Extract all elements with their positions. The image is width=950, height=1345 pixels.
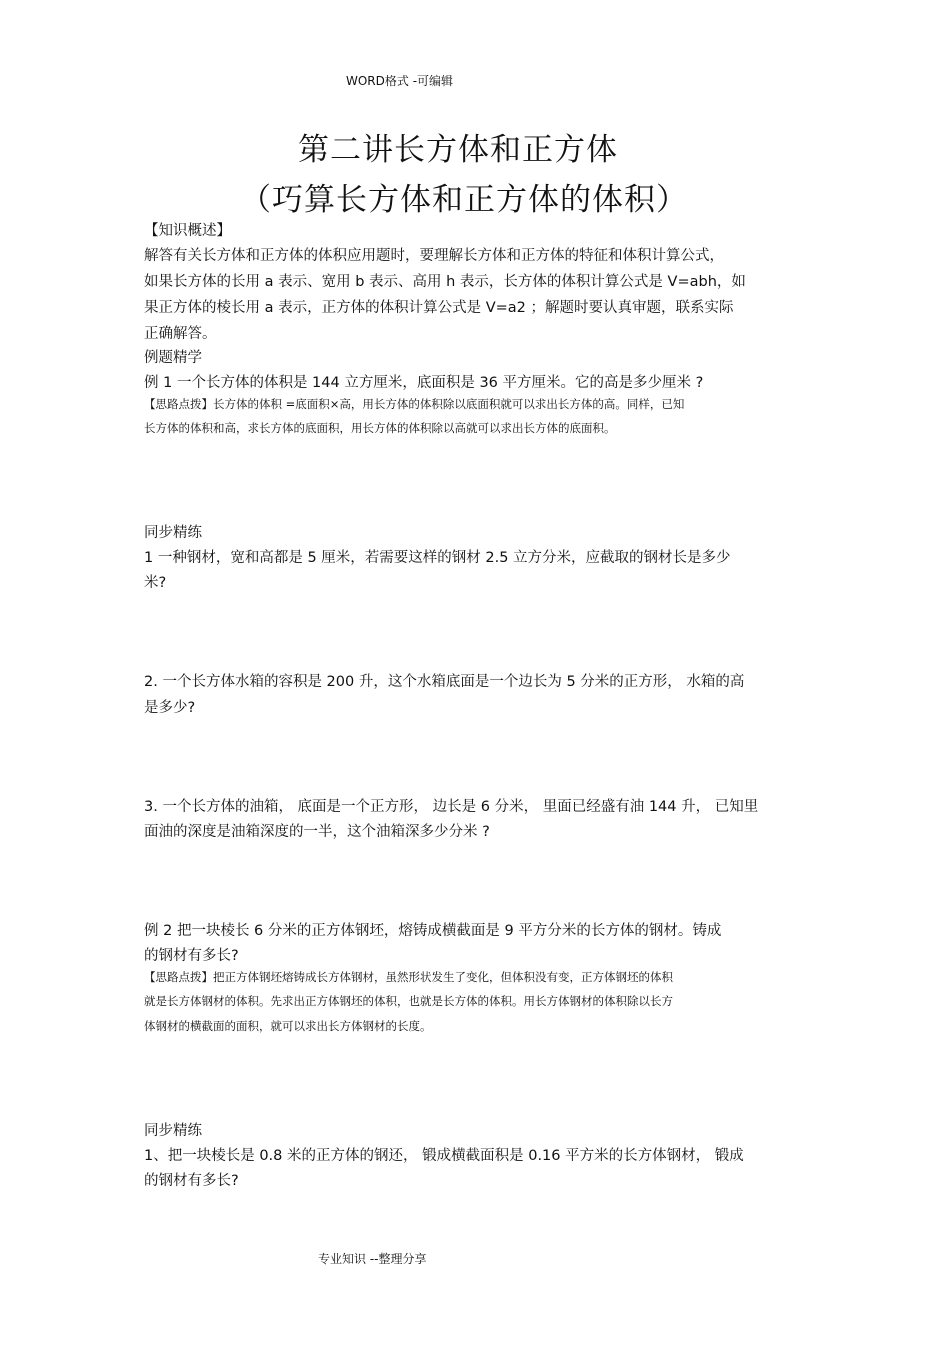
examples-heading: 例题精学: [144, 350, 202, 366]
practice1-heading: 同步精练: [144, 525, 202, 541]
example2-hint: 就是长方体钢材的体积。先求出正方体钢坯的体积，也就是长方体的体积。用长方体钢材的体积除以长方: [144, 994, 673, 1008]
page-header: WORD格式 -可编辑: [346, 74, 454, 88]
page-title: 第二讲长方体和正方体: [298, 132, 618, 168]
page-subtitle: （巧算长方体和正方体的体积）: [240, 182, 688, 218]
overview-line: 正确解答。: [144, 326, 217, 342]
practice1-q2: 2. 一个长方体水箱的容积是 200 升，这个水箱底面是一个边长为 5 分米的正方形， 水箱的高: [144, 674, 745, 690]
overview-heading: 【知识概述】: [144, 223, 231, 239]
overview-line: 果正方体的棱长用 a 表示，正方体的体积计算公式是 V=a2 ；解题时要认真审题，联系实际: [144, 300, 734, 316]
practice1-q3: 3. 一个长方体的油箱， 底面是一个正方形， 边长是 6 分米， 里面已经盛有油 144 升， 已知里: [144, 799, 759, 815]
page-footer: 专业知识 --整理分享: [318, 1252, 427, 1266]
example2-hint: 【思路点拨】把正方体钢坯熔铸成长方体钢材，虽然形状发生了变化，但体积没有变，正方体钢坯的体积: [144, 970, 673, 984]
practice1-q2: 是多少?: [144, 700, 196, 716]
example2-hint: 体钢材的横截面的面积，就可以求出长方体钢材的长度。: [144, 1019, 432, 1033]
practice1-q1: 1 一种钢材，宽和高都是 5 厘米，若需要这样的钢材 2.5 立方分米，应截取的钢材长是多少: [144, 550, 731, 566]
practice2-heading: 同步精练: [144, 1123, 202, 1139]
practice1-q3: 面油的深度是油箱深度的一半，这个油箱深多少分米 ?: [144, 824, 490, 840]
example2-question: 例 2 把一块棱长 6 分米的正方体钢坯，熔铸成横截面是 9 平方分米的长方体的钢材。铸成: [144, 923, 722, 939]
example1-hint: 长方体的体积和高，求长方体的底面积，用长方体的体积除以高就可以求出长方体的底面积。: [144, 421, 616, 435]
practice1-q1: 米?: [144, 575, 167, 591]
example2-question: 的钢材有多长?: [144, 948, 239, 964]
overview-line: 解答有关长方体和正方体的体积应用题时，要理解长方体和正方体的特征和体积计算公式，: [144, 248, 724, 264]
practice2-q1: 1、把一块棱长是 0.8 米的正方体的钢还， 锻成横截面积是 0.16 平方米的长方体钢材， 锻成: [144, 1148, 744, 1164]
example1-question: 例 1 一个长方体的体积是 144 立方厘米，底面积是 36 平方厘米。它的高是多少厘米 ?: [144, 375, 704, 391]
practice2-q1: 的钢材有多长?: [144, 1173, 239, 1189]
overview-line: 如果长方体的长用 a 表示、宽用 b 表示、高用 h 表示，长方体的体积计算公式是 V=abh，如: [144, 274, 746, 290]
example1-hint: 【思路点拨】长方体的体积 =底面积×高，用长方体的体积除以底面积就可以求出长方体的高。同样，已知: [144, 397, 685, 411]
